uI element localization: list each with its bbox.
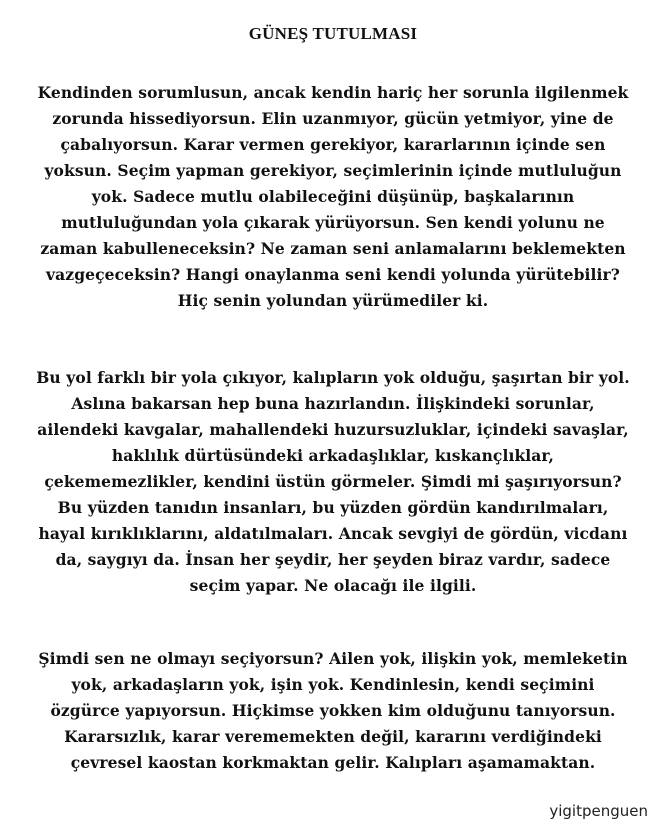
text-line: çekememezlikler, kendini üstün görmeler. Şimdi mi şaşırıyorsun? xyxy=(44,472,622,491)
text-line: çevresel kaostan korkmaktan gelir. Kalıpları aşamamaktan. xyxy=(70,753,596,772)
paragraph-1 xyxy=(0,80,666,314)
text-line: yoksun. Seçim yapman gerekiyor, seçimlerinin içinde mutluluğun xyxy=(44,161,622,180)
text-line: Kendinden sorumlusun, ancak kendin hariç her sorunla ilgilenmek xyxy=(37,83,629,102)
text-line: zaman kabulleneceksin? Ne zaman seni anlamalarını beklemekten xyxy=(40,239,626,258)
text-line: yok. Sadece mutlu olabileceğini düşünüp, başkalarının xyxy=(91,187,575,206)
author-signature: yigitpenguen xyxy=(549,802,648,820)
text-line: mutluluğundan yola çıkarak yürüyorsun. Sen kendi yolunu ne xyxy=(61,213,605,232)
text-line: Aslına bakarsan hep buna hazırlandın. İlişkindeki sorunlar, xyxy=(71,394,595,413)
text-line: vazgeçeceksin? Hangi onaylanma seni kendi yolunda yürütebilir? xyxy=(46,265,620,284)
text-line: çabalıyorsun. Karar vermen gerekiyor, kararlarının içinde sen xyxy=(60,135,606,154)
text-line: zorunda hissediyorsun. Elin uzanmıyor, gücün yetmiyor, yine de xyxy=(52,109,614,128)
text-line: da, saygıyı da. İnsan her şeydir, her şeyden biraz vardır, sadece xyxy=(55,550,611,569)
text-line: Hiç senin yolundan yürümediler ki. xyxy=(177,291,489,310)
text-line: haklılık dürtüsündeki arkadaşlıklar, kıskançlıklar, xyxy=(111,446,555,465)
text-line: Şimdi sen ne olmayı seçiyorsun? Ailen yok, ilişkin yok, memleketin xyxy=(38,649,628,668)
document-title: GÜNEŞ TUTULMASI xyxy=(248,24,418,43)
paragraph-3 xyxy=(0,646,666,776)
paragraph-2 xyxy=(0,365,666,599)
text-line: Bu yüzden tanıdın insanları, bu yüzden gördün kandırılmaları, xyxy=(57,498,609,517)
text-line: seçim yapar. Ne olacağı ile ilgili. xyxy=(189,576,477,595)
text-line: özgürce yapıyorsun. Hiçkimse yokken kim olduğunu tanıyorsun. xyxy=(50,701,616,720)
text-line: Bu yol farklı bir yola çıkıyor, kalıpların yok olduğu, şaşırtan bir yol. xyxy=(36,368,630,387)
text-line: yok, arkadaşların yok, işin yok. Kendinlesin, kendi seçimini xyxy=(71,675,595,694)
text-line: Kararsızlık, karar verememekten değil, kararını verdiğindeki xyxy=(64,727,602,746)
text-line: ailendeki kavgalar, mahallendeki huzursuzluklar, içindeki savaşlar, xyxy=(37,420,629,439)
text-line: hayal kırıklıklarını, aldatılmaları. Ancak sevgiyi de gördün, vicdanı xyxy=(38,524,628,543)
